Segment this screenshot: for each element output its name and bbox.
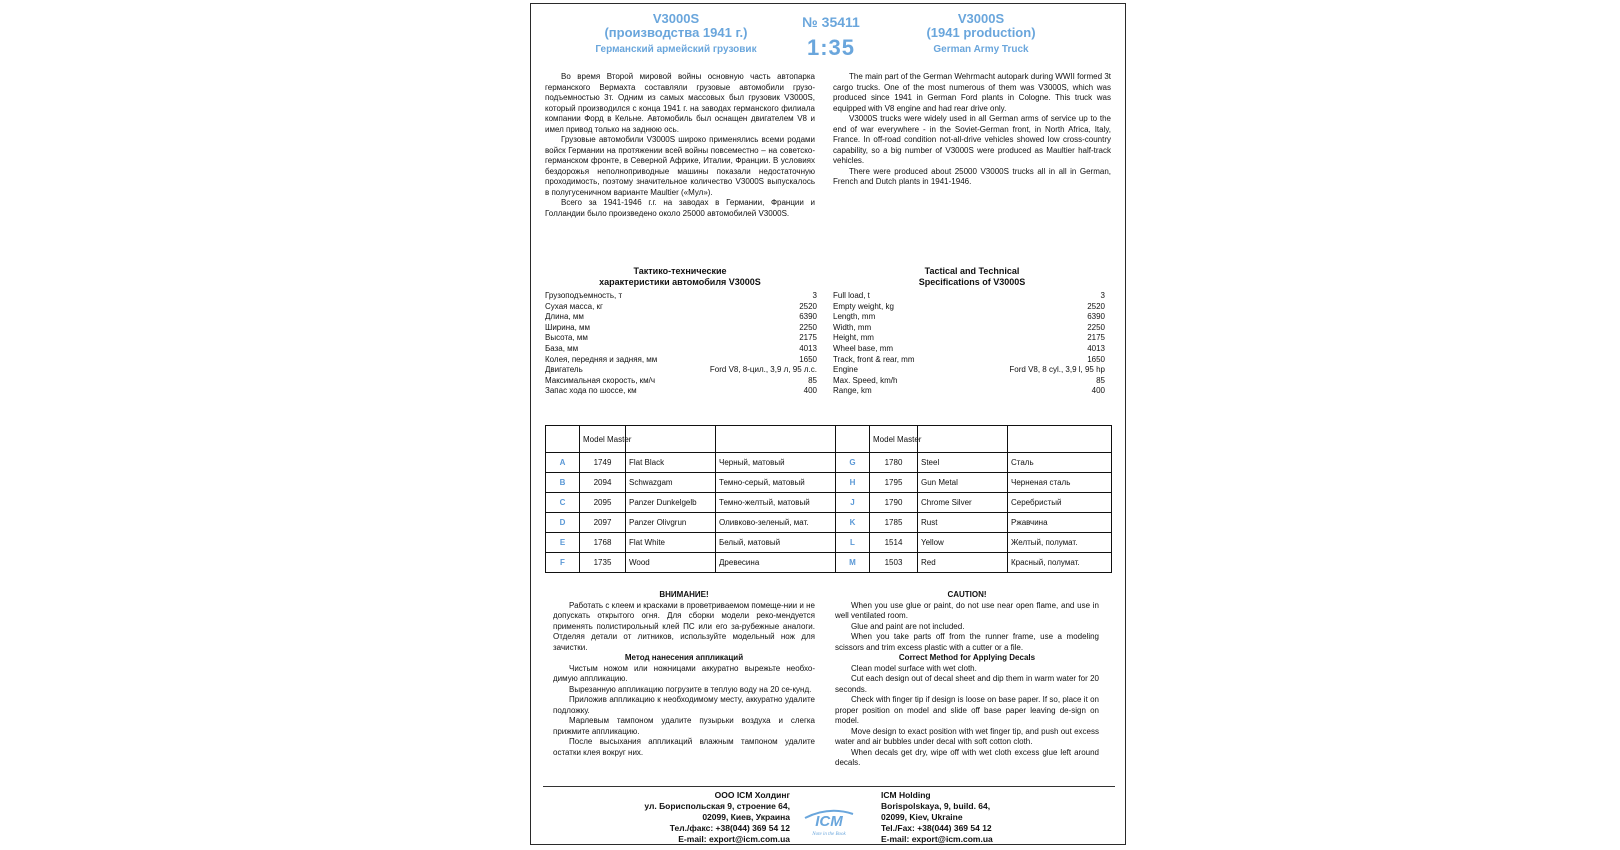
spec-label: База, мм — [545, 343, 579, 353]
caution-title-en: CAUTION! — [947, 590, 987, 599]
icm-logo — [799, 804, 859, 838]
paint-name-en: Wood — [626, 553, 716, 573]
intro-paragraph: There were produced about 25000 V3000S trucks all in all in German, French and Dutch plants in 1941-1946. — [833, 166, 1111, 186]
spec-row — [833, 376, 1105, 387]
paint-letter: L — [836, 533, 870, 553]
decal-step: Марлевым тампоном удалите пузырьки воздуха и слегка прижмите аппликацию. — [553, 716, 815, 736]
spec-row — [833, 291, 1105, 302]
spec-value: 4013 — [799, 343, 817, 353]
address-line: 02099, Kiev, Ukraine — [881, 812, 963, 822]
intro-paragraph: Всего за 1941-1946 г.г. на заводах в Германии, Франции и Голландии было произведено около 25000 автомобилей V3000S. — [545, 198, 815, 218]
subtitle-ru: Германский армейский грузовик — [595, 44, 757, 55]
spec-value: 1650 — [1087, 354, 1105, 364]
spec-row — [833, 333, 1105, 344]
paint-name-ru: Желтый, полумат. — [1008, 533, 1112, 553]
spec-label: Запас хода по шоссе, км — [545, 386, 637, 396]
model-title-ru: V3000S — [652, 11, 700, 26]
paint-code: 1749 — [580, 453, 626, 473]
caution-text: Glue and paint are not included. — [851, 621, 965, 631]
spec-value: 2175 — [799, 333, 817, 343]
spec-row — [833, 323, 1105, 334]
spec-value: 2520 — [799, 301, 817, 311]
spec-list-ru — [545, 291, 817, 397]
spec-label: Length, mm — [833, 312, 876, 322]
header-center — [781, 14, 881, 62]
paint-letter: D — [546, 513, 580, 533]
intro-paragraph: V3000S trucks were widely used in all German arms of service up to the end of war everywhere - in the Soviet-German front, in North Africa, Italy, France. In off-road condition not-all-drive vehicles showed low cross-country capability, so a big number of V3000S were produced as Maultier half-track vehicles. — [833, 114, 1111, 165]
paint-row — [546, 533, 1112, 553]
address-ru — [644, 790, 790, 845]
paint-name-ru: Белый, матовый — [716, 533, 836, 553]
production-en: (1941 production) — [926, 25, 1036, 40]
spec-value: 400 — [1091, 386, 1105, 396]
paint-code: 1780 — [870, 453, 918, 473]
paint-row — [546, 513, 1112, 533]
spec-label: Empty weight, kg — [833, 301, 894, 311]
paint-row — [546, 493, 1112, 513]
spec-label: Сухая масса, кг — [545, 301, 603, 311]
spec-row — [833, 386, 1105, 397]
spec-value: 3 — [1100, 291, 1105, 300]
spec-row — [545, 312, 817, 323]
decal-title-en: Correct Method for Applying Decals — [898, 653, 1036, 662]
paint-name-en: Panzer Dunkelgelb — [626, 493, 716, 513]
paint-table — [545, 425, 1112, 573]
spec-label: Высота, мм — [545, 333, 588, 343]
spec-value: 4013 — [1087, 343, 1105, 353]
caution-text: When you use glue or paint, do not use near open flame, and use in well ventilated room. — [835, 600, 1099, 620]
paint-name-en: Rust — [918, 513, 1008, 533]
paint-letter: H — [836, 473, 870, 493]
spec-row — [545, 323, 817, 334]
paint-code: 2095 — [580, 493, 626, 513]
address-line: Borispolskaya, 9, build. 64, — [881, 801, 991, 811]
header-ru — [581, 12, 771, 56]
paint-row — [546, 453, 1112, 473]
spec-row — [833, 355, 1105, 366]
paint-name-ru: Сталь — [1008, 453, 1112, 473]
paint-name-en: Panzer Olivgrun — [626, 513, 716, 533]
production-ru: (производства 1941 г.) — [604, 25, 748, 40]
spec-value: 2250 — [1087, 322, 1105, 332]
spec-value: Ford V8, 8 cyl., 3,9 l, 95 hp — [1009, 365, 1105, 375]
model-master-header: Model Master — [580, 426, 626, 453]
address-line: Tel./Fax: +38(044) 369 54 12 — [881, 823, 992, 833]
spec-label: Ширина, мм — [545, 322, 591, 332]
intro-ru — [545, 72, 815, 219]
spec-row — [545, 365, 817, 376]
spec-label: Max. Speed, km/h — [833, 375, 898, 385]
address-line: ООО ICM Холдинг — [714, 790, 790, 800]
paint-code: 1790 — [870, 493, 918, 513]
paint-name-ru: Красный, полумат. — [1008, 553, 1112, 573]
kit-number: № 35411 — [802, 14, 860, 30]
paint-code: 2097 — [580, 513, 626, 533]
paint-table-header — [546, 426, 1112, 453]
spec-label: Height, mm — [833, 333, 874, 343]
spec-label: Engine — [833, 365, 858, 375]
address-line: E-mail: export@icm.com.ua — [881, 834, 993, 844]
paint-letter: F — [546, 553, 580, 573]
spec-value: 2250 — [799, 322, 817, 332]
spec-value: 85 — [1096, 375, 1105, 385]
intro-paragraph: The main part of the German Wehrmacht autopark during WWII formed 3t cargo trucks. One of the most numerous of them was V3000S, which was produced since 1941 in German Ford plants in Cologne. This truck was equipped with V8 engine and had rear drive only. — [833, 72, 1111, 113]
spec-row — [545, 333, 817, 344]
decal-step: Cut each design out of decal sheet and dip them in warm water for 20 seconds. — [835, 674, 1099, 694]
address-line: Тел./факс: +38(044) 369 54 12 — [669, 823, 790, 833]
paint-code: 1785 — [870, 513, 918, 533]
intro-en — [833, 72, 1111, 188]
spec-title-en — [833, 266, 1111, 288]
spec-value: Ford V8, 8-цил., 3,9 л, 95 л.с. — [709, 365, 817, 375]
spec-title-line: Тактико-технические — [633, 266, 727, 276]
paint-name-ru: Серебристый — [1008, 493, 1112, 513]
spec-label: Width, mm — [833, 322, 872, 332]
paint-code: 1514 — [870, 533, 918, 553]
address-line: E-mail: export@icm.com.ua — [678, 834, 790, 844]
spec-value: 1650 — [799, 354, 817, 364]
paint-letter: M — [836, 553, 870, 573]
paint-name-ru: Черненая сталь — [1008, 473, 1112, 493]
decal-step: When decals get dry, wipe off with wet cloth excess glue left around decals. — [835, 747, 1099, 767]
paint-row — [546, 553, 1112, 573]
decal-title-ru: Метод нанесения аппликаций — [624, 653, 744, 662]
paint-name-en: Red — [918, 553, 1008, 573]
spec-title-line: Specifications of V3000S — [918, 277, 1026, 287]
paint-letter: A — [546, 453, 580, 473]
logo-tagline: Note in the Book — [812, 832, 846, 837]
spec-label: Грузоподъемность, т — [545, 291, 623, 300]
spec-row — [545, 291, 817, 302]
paint-letter: J — [836, 493, 870, 513]
paint-name-ru: Черный, матовый — [716, 453, 836, 473]
spec-value: 6390 — [1087, 312, 1105, 322]
spec-value: 400 — [803, 386, 817, 396]
header-en — [886, 12, 1076, 56]
spec-row — [545, 376, 817, 387]
paint-name-ru: Древесина — [716, 553, 836, 573]
intro-paragraph: Грузовые автомобили V3000S широко применялись всеми родами войск Германии на протяжении всей войны повсеместно – на советско-германском фронте, в Северной Африке, Италии, Франции. В условиях бездорожья неполноприводные машины показали недостаточную проходимость, поэтому значительное количество V3000S выпускалось в полугусеничном варианте Maultier («Мул»). — [545, 135, 815, 197]
spec-row — [545, 302, 817, 313]
spec-label: Длина, мм — [545, 312, 584, 322]
kit-scale: 1:35 — [806, 35, 856, 60]
address-line: ул. Бориспольская 9, строение 64, — [644, 801, 790, 811]
spec-label: Track, front & rear, mm — [833, 354, 915, 364]
spec-row — [833, 365, 1105, 376]
paint-letter: B — [546, 473, 580, 493]
paint-letter: G — [836, 453, 870, 473]
paint-code: 1503 — [870, 553, 918, 573]
paint-code: 2094 — [580, 473, 626, 493]
spec-row — [545, 386, 817, 397]
paint-name-en: Yellow — [918, 533, 1008, 553]
spec-label: Full load, t — [833, 291, 870, 300]
address-line: ICM Holding — [881, 790, 931, 800]
caution-text: When you take parts off from the runner frame, use a modeling scissors and trim excess plastic with a cutter or a file. — [835, 632, 1099, 652]
caution-ru — [553, 590, 815, 758]
paint-name-en: Gun Metal — [918, 473, 1008, 493]
paint-letter: C — [546, 493, 580, 513]
instruction-sheet — [530, 3, 1126, 845]
decal-step: Move design to exact position with wet finger tip, and push out excess water and air bubbles under decal with soft cotton cloth. — [835, 726, 1099, 746]
spec-row — [833, 344, 1105, 355]
paint-name-ru: Темно-серый, матовый — [716, 473, 836, 493]
spec-value: 2175 — [1087, 333, 1105, 343]
decal-step: Приложив аппликацию к необходимому месту, аккуратно удалите подложку. — [553, 695, 815, 715]
spec-row — [545, 355, 817, 366]
spec-label: Максимальная скорость, км/ч — [545, 375, 656, 385]
spec-label: Wheel base, mm — [833, 343, 894, 353]
decal-step: Clean model surface with wet cloth. — [851, 663, 977, 673]
intro-paragraph: Во время Второй мировой войны основную часть автопарка германского Вермахта составляли грузовые автомобили грузо-подъемностью 3т. Одним из самых массовых был грузовик V3000S, который производился с конца 1941 г. на заводах германского филиала компании Форд в Кельне. Автомобиль был оснащен двигателем V8 и имел привод только на заднюю ось. — [545, 72, 815, 134]
address-en — [881, 790, 993, 845]
paint-name-en: Flat Black — [626, 453, 716, 473]
model-master-header: Model Master — [870, 426, 918, 453]
spec-row — [545, 344, 817, 355]
decal-step: Чистым ножом или ножницами аккуратно вырежьте необхо-димую аппликацию. — [553, 663, 815, 683]
paint-letter: E — [546, 533, 580, 553]
spec-row — [833, 312, 1105, 323]
paint-name-en: Schwazgam — [626, 473, 716, 493]
paint-name-en: Steel — [918, 453, 1008, 473]
spec-title-ru — [545, 266, 815, 288]
spec-title-line: Tactical and Technical — [924, 266, 1020, 276]
spec-label: Колея, передняя и задняя, мм — [545, 354, 658, 364]
spec-list-en — [833, 291, 1105, 397]
paint-row — [546, 473, 1112, 493]
paint-name-en: Chrome Silver — [918, 493, 1008, 513]
caution-text: Работать с клеем и красками в проветриваемом помеще-нии и не допускать открытого огня. Для сборки модели реко-мендуется применять полистирольный клей ПС или его за-рубежные аналоги. Отделяя детали от литников, используйте модельный нож для зачистки. — [553, 600, 815, 652]
decal-step: После высыхания аппликаций влажным тампоном удалите остатки клея вокруг них. — [553, 737, 815, 757]
spec-value: 6390 — [799, 312, 817, 322]
paint-letter: K — [836, 513, 870, 533]
spec-value: 2520 — [1087, 301, 1105, 311]
footer-divider — [543, 786, 1115, 787]
model-title-en: V3000S — [957, 11, 1005, 26]
paint-code: 1795 — [870, 473, 918, 493]
spec-value: 3 — [812, 291, 817, 300]
caution-title-ru: ВНИМАНИЕ! — [659, 590, 709, 599]
decal-step: Вырезанную аппликацию погрузите в теплую воду на 20 се-кунд. — [569, 684, 812, 694]
decal-step: Check with finger tip if design is loose on base paper. If so, place it on proper position on model and slide off base paper leaving de-sign on model. — [835, 695, 1099, 725]
address-line: 02099, Киев, Украина — [702, 812, 790, 822]
subtitle-en: German Army Truck — [933, 44, 1029, 55]
paint-code: 1768 — [580, 533, 626, 553]
caution-en — [835, 590, 1099, 769]
paint-code: 1735 — [580, 553, 626, 573]
spec-label: Двигатель — [545, 365, 583, 375]
spec-title-line: характеристики автомобиля V3000S — [599, 277, 761, 287]
paint-name-en: Flat White — [626, 533, 716, 553]
spec-row — [833, 302, 1105, 313]
paint-name-ru: Темно-желтый, матовый — [716, 493, 836, 513]
spec-value: 85 — [808, 375, 817, 385]
spec-label: Range, km — [833, 386, 872, 396]
logo-text: ICM — [815, 813, 843, 830]
paint-name-ru: Оливково-зеленый, мат. — [716, 513, 836, 533]
paint-name-ru: Ржавчина — [1008, 513, 1112, 533]
